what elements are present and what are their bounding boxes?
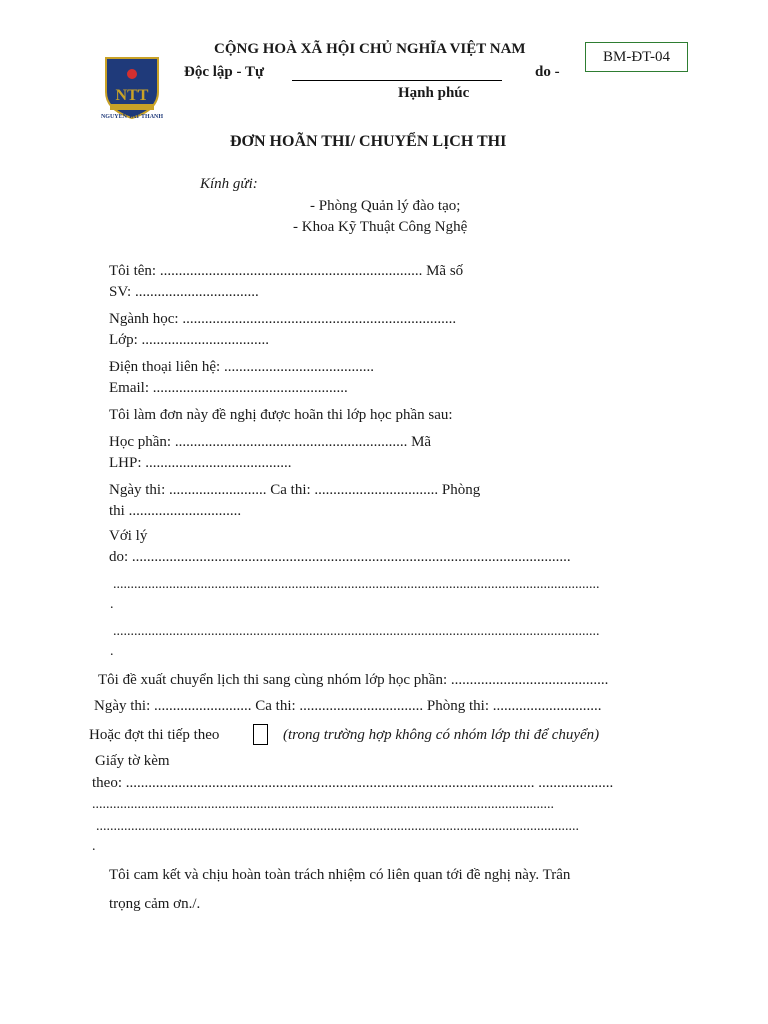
form-title: ĐƠN HOÃN THI/ CHUYỂN LỊCH THI [230, 133, 507, 150]
logo-emblem-text: NTT [115, 87, 149, 104]
attachments-continuation-1: .................................................................................................................................... [92, 797, 554, 812]
student-id-field: SV: ................................. [109, 284, 259, 300]
reason-dot-1: . [110, 597, 114, 612]
reason-continuation-2: ........................................................................................................................................... [113, 624, 600, 639]
attachments-label: Giấy tờ kèm [95, 753, 170, 769]
attachments-continuation-2: .......................................................................................................................................... [96, 819, 579, 834]
motto-second: Hạnh phúc [398, 85, 470, 101]
form-code-badge: BM-ĐT-04 [585, 42, 688, 72]
course-code-field: LHP: ....................................... [109, 455, 292, 471]
attachments-dot: . [92, 839, 96, 854]
next-round-note: (trong trường hợp không có nhóm lớp thi để chuyển) [283, 727, 600, 743]
major-field: Ngành học: ......................................................................... [109, 311, 457, 327]
exam-room-field: thi .............................. [109, 503, 242, 519]
university-logo [100, 52, 164, 126]
recipient-line-2: - Khoa Kỹ Thuật Công Nghệ [293, 219, 468, 235]
commitment-line-1: Tôi cam kết và chịu hoàn toàn trách nhiệm có liên quan tới đề nghị này. Trân [109, 867, 571, 883]
logo-caption: NGUYEN TAT THANH [100, 114, 164, 120]
reason-label: Với lý [109, 528, 148, 544]
name-field: Tôi tên: ...................................................................... Mã số [109, 263, 464, 279]
request-statement: Tôi làm đơn này đề nghị được hoãn thi lớp học phần sau: [109, 407, 453, 423]
reason-field: do: ..................................................................................................................... [109, 549, 571, 565]
exam-date-field: Ngày thi: .......................... Ca thi: ................................. Phòng [109, 482, 481, 498]
country-line: CỘNG HOÀ XÃ HỘI CHỦ NGHĨA VIỆT NAM [214, 41, 526, 57]
recipient-line-1: - Phòng Quản lý đào tạo; [310, 198, 461, 214]
commitment-line-2: trọng cảm ơn./. [109, 896, 201, 912]
reason-continuation-1: ........................................................................................................................................... [113, 577, 600, 592]
proposal-field: Tôi đề xuất chuyển lịch thi sang cùng nhóm lớp học phần: .......................................... [98, 672, 609, 688]
motto-underline [292, 80, 502, 81]
motto-right: do - [535, 64, 560, 80]
reason-dot-2: . [110, 644, 114, 659]
next-round-checkbox[interactable] [253, 724, 268, 745]
proposal-date-field: Ngày thi: .......................... Ca thi: ................................. Phòng thi: ............................. [94, 698, 602, 714]
course-field: Học phần: .............................................................. Mã [109, 434, 432, 450]
motto-left: Độc lập - Tự [184, 64, 264, 80]
email-field: Email: .................................................... [109, 380, 348, 396]
class-field: Lớp: .................................. [109, 332, 270, 348]
attachments-field: theo: ............................................................................................................. .................... [92, 775, 614, 791]
next-round-label: Hoặc đợt thi tiếp theo [89, 727, 220, 743]
phone-field: Điện thoại liên hệ: ........................................ [109, 359, 374, 375]
greeting: Kính gửi: [200, 176, 258, 192]
